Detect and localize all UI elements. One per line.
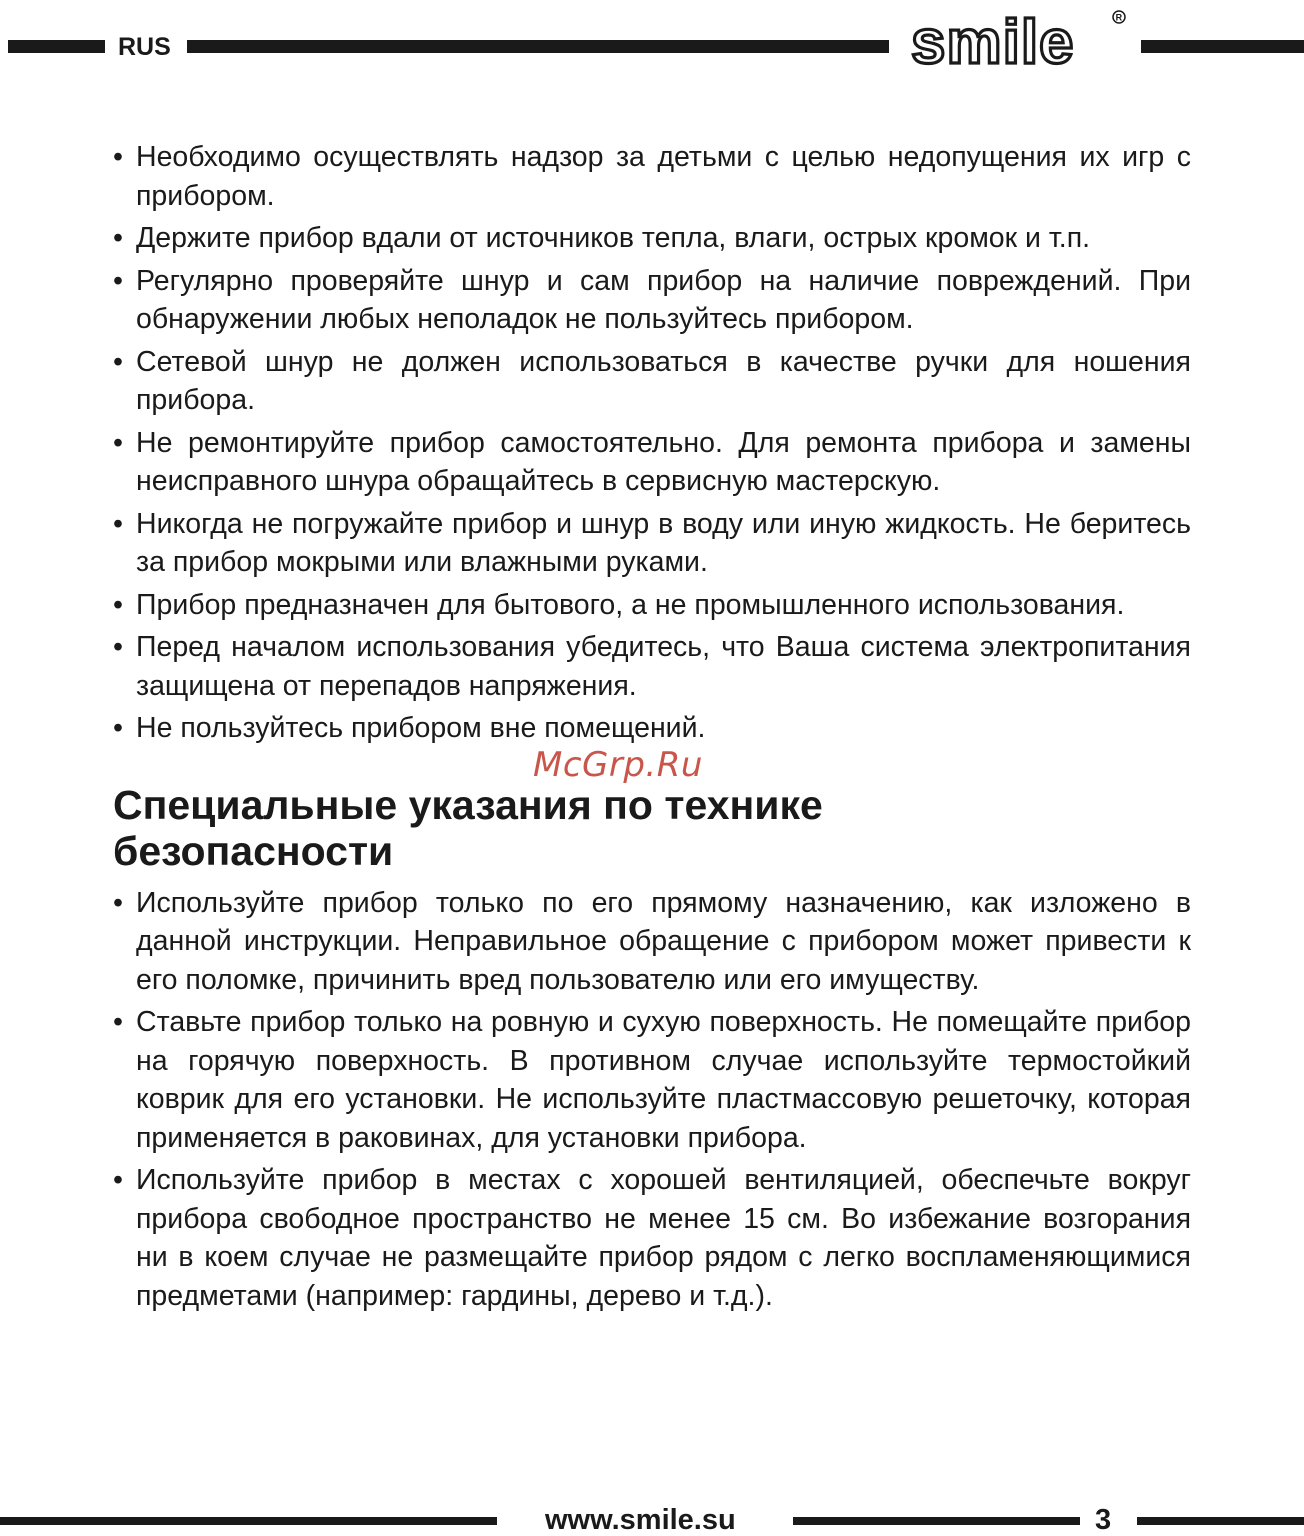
header-rule-middle [187,40,889,53]
footer-rule-middle [793,1517,1080,1525]
header-rule-right [1141,40,1304,53]
section-title [113,782,1191,874]
page-number: 3 [1095,1504,1112,1536]
safety-list [113,138,1191,748]
watermark: McGrp.Ru [533,745,703,785]
header-rule-left [8,40,105,53]
footer-rule-left [0,1517,497,1525]
list-item: • Регулярно проверяйте шнур и сам прибор на наличие повреждений. При обнаружении любых неполадок не пользуйтесь прибором. [113,262,1191,339]
footer-rule-right [1137,1517,1304,1525]
brand-logo-text: smile [911,8,1075,72]
list-item: • Ставьте прибор только на ровную и сухую поверхность. Не помещайте прибор на горячую поверхность. В противном случае используйте термостойкий коврик для его установки. Не используйте пластмассовую решеточку, которая применяется в раковинах, для установки прибора. [113,1003,1191,1157]
brand-logo [905,0,1135,72]
list-item: • Перед началом использования убедитесь, что Ваша система электропитания защищена от перепадов напряжения. [113,628,1191,705]
list-item: • Необходимо осуществлять надзор за детьми с целью недопущения их игр с прибором. [113,138,1191,215]
section-title-line2: безопасности [113,827,394,874]
list-item: • Используйте прибор только по его прямому назначению, как изложено в данной инструкции. Неправильное обращение с прибором может привести к его поломке, причинить вред пользователю или его имуществу. [113,884,1191,1000]
section-title-line1: Специальные указания по технике [113,781,823,828]
footer-url: www.smile.su [545,1504,736,1536]
list-item: • Прибор предназначен для бытового, а не промышленного использования. [113,586,1191,625]
language-label: RUS [118,33,171,61]
special-safety-list [113,884,1191,1316]
list-item: • Не ремонтируйте прибор самостоятельно. Для ремонта прибора и замены неисправного шнура обращайтесь в сервисную мастерскую. [113,424,1191,501]
list-item: • Никогда не погружайте прибор и шнур в воду или иную жидкость. Не беритесь за прибор мокрыми или влажными руками. [113,505,1191,582]
list-item: • Не пользуйтесь прибором вне помещений. [113,709,1191,748]
list-item: • Сетевой шнур не должен использоваться в качестве ручки для ношения прибора. [113,343,1191,420]
main-content [113,138,1191,1319]
list-item: • Используйте прибор в местах с хорошей вентиляцией, обеспечьте вокруг прибора свободное пространство не менее 15 см. Во избежание возгорания ни в коем случае не размещайте прибор рядом с легко воспламеняющимися предметами (например: гардины, дерево и т.д.). [113,1161,1191,1315]
list-item: • Держите прибор вдали от источников тепла, влаги, острых кромок и т.п. [113,219,1191,258]
svg-text:R: R [1115,12,1123,23]
